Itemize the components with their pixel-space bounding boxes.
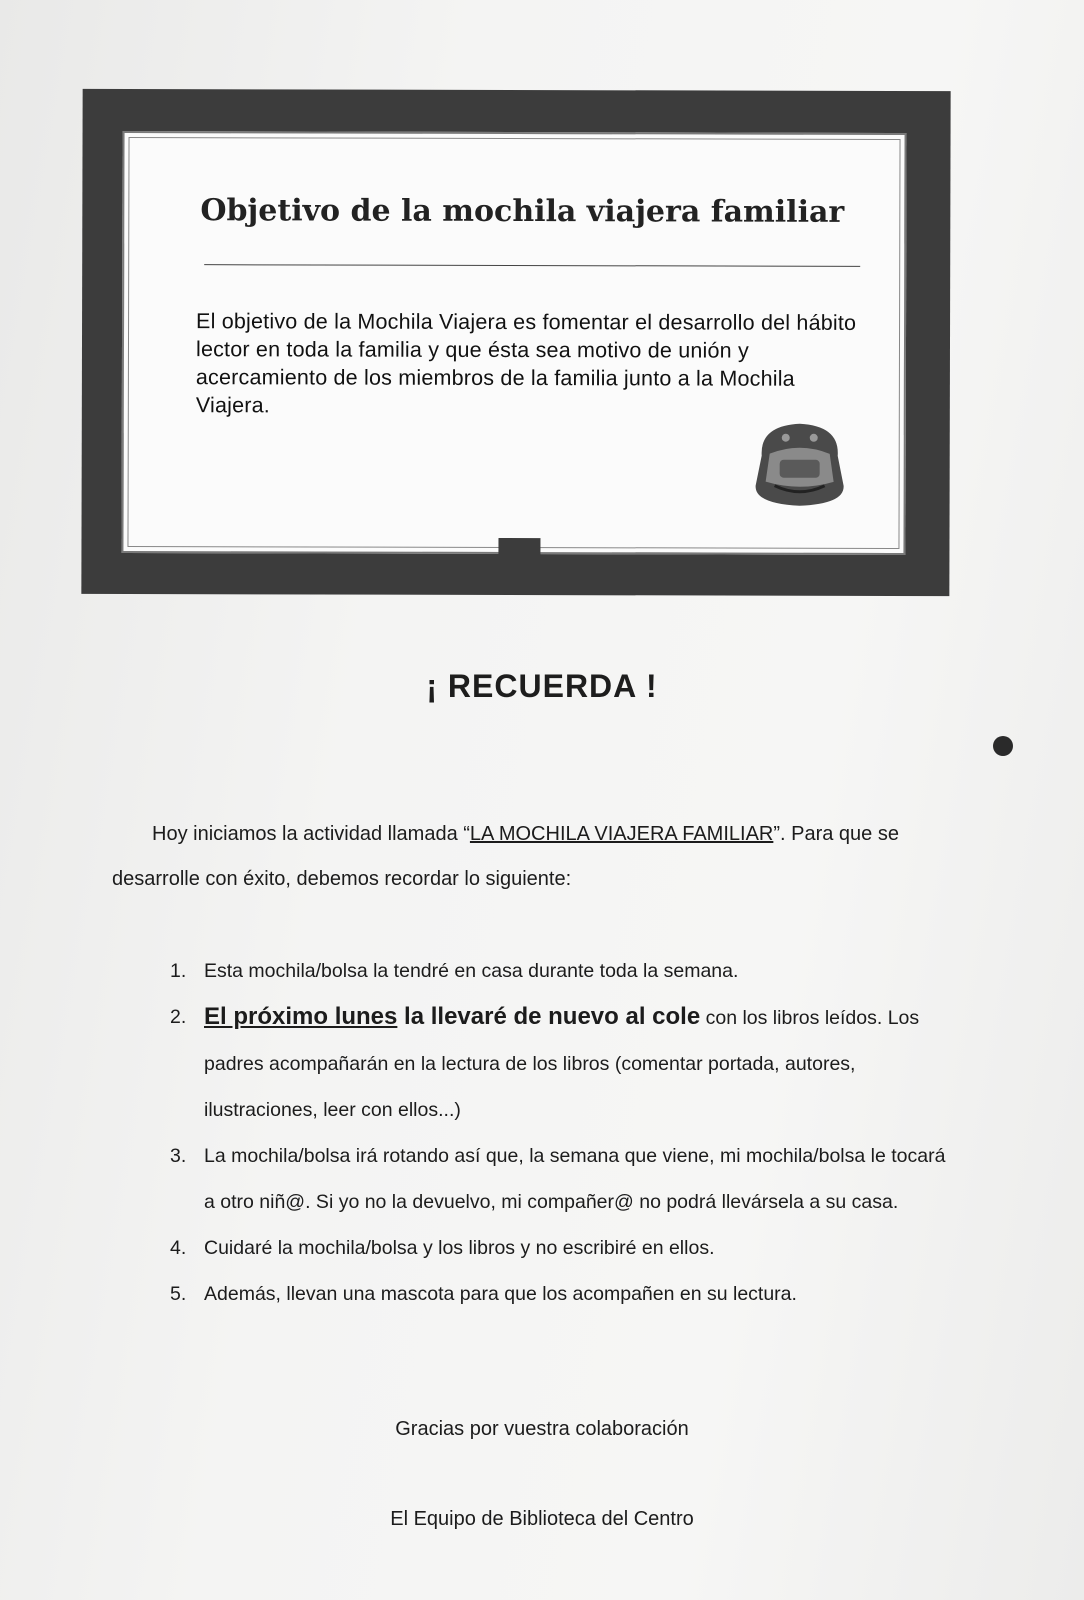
item-number: 4. — [170, 1237, 187, 1259]
item-text: Además, llevan una mascota para que los acompañen en su lectura. — [204, 1283, 797, 1305]
objective-box — [81, 89, 950, 596]
item-number: 5. — [170, 1283, 187, 1305]
intro-after: ”. Para que se desarrolle con éxito, debemos recordar lo siguiente: — [112, 823, 899, 890]
list-item — [160, 1225, 960, 1271]
list-item — [160, 1271, 960, 1317]
item-number: 1. — [170, 960, 187, 982]
ink-spot — [993, 736, 1013, 756]
rules-list — [160, 948, 960, 1317]
objective-title: Objetivo de la mochila viajera familiar — [200, 193, 845, 230]
intro-paragraph — [112, 812, 942, 902]
item-number: 2. — [170, 1006, 187, 1028]
thanks-text: Gracias por vuestra colaboración — [395, 1418, 689, 1440]
backpack-icon — [750, 416, 850, 508]
item-text: Esta mochila/bolsa la tendré en casa durante toda la semana. — [204, 960, 739, 982]
activity-name: LA MOCHILA VIAJERA FAMILIAR — [469, 823, 774, 845]
item-emphasis: la llevaré de nuevo al cole — [397, 1003, 701, 1030]
item-number: 3. — [170, 1145, 187, 1167]
intro-before: Hoy iniciamos la actividad llamada “ — [152, 823, 470, 845]
objective-text: El objetivo de la Mochila Viajera es fomentar el desarrollo del hábito lector en toda la familia y que ésta sea motivo de unión y acercamiento de los miembros de la familia junto a la Mochila Viajera. — [195, 309, 857, 418]
signature: El Equipo de Biblioteca del Centro — [390, 1508, 694, 1530]
item-text: con los libros leídos. Los padres acompañarán en la lectura de los libros (comentar portada, autores, ilustraciones, leer con ellos...) — [204, 1007, 920, 1121]
frame-tab-bottom — [498, 538, 540, 560]
item-emphasis-underlined: El próximo lunes — [204, 1003, 398, 1030]
item-text: La mochila/bolsa irá rotando así que, la semana que viene, mi mochila/bolsa le tocará a otro niñ@. Si yo no la devuelvo, mi compañer@ no podrá llevársela a su casa. — [204, 1145, 946, 1213]
list-item — [160, 948, 960, 994]
list-item — [160, 1133, 960, 1225]
remember-heading: ¡ RECUERDA ! — [426, 668, 658, 704]
list-item — [160, 994, 960, 1133]
item-text: Cuidaré la mochila/bolsa y los libros y no escribiré en ellos. — [204, 1237, 715, 1259]
